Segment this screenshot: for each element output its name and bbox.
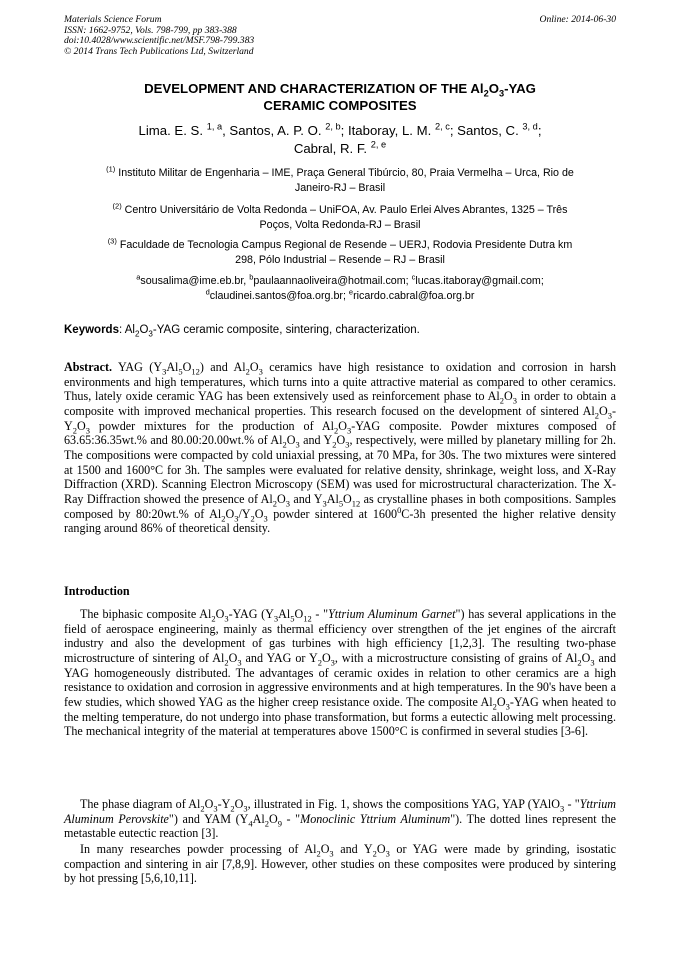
copyright: © 2014 Trans Tech Publications Ltd, Switzerland [64, 45, 254, 57]
keywords: Keywords: $Al_2O_3$-YAG ceramic composite, sintering, characterization. [64, 324, 420, 339]
doi[interactable]: doi:10.4028/www.scientific.net/MSF.798-799.383 [64, 35, 255, 47]
affiliation-2: $^{(2)}$ Centro Universitário de Volta Redonda – UniFOA, Av. Paulo Erlei Alves Abrantes, 1325 – Três Poços, Volta Redonda-RJ – Brasil [112, 201, 568, 231]
journal-name: Materials Science Forum [64, 14, 162, 25]
journal-header [64, 15, 616, 57]
intro-paragraph-2: The phase diagram of $Al_2O_3-Y_2O_3$, illustrated in Fig. 1, shows the compositions YAG, YAP (YAlO$_3$ - "Yttrium Aluminum Perovskite") and YAM ($Y_4Al_2O_9$ - "Monoclinic Yttrium Aluminum"). The dotted lines represent the metastable eutectic reaction [3]. [64, 797, 617, 841]
intro-paragraph-1: The biphasic composite $Al_2O_3$-YAG ($Y_3Al_5O_{12}$ - "Yttrium Aluminum Garnet") has several applications in the field of aerospace engineering, mainly as thermal efficiency over strengthen of the jet engines of the aircraft industry and also the development of gas turbines with high efficiency [1,2,3]. The resulting two-phase microstructure of sintering of $Al_2O_3$ and YAG or $Y_2O_3$, with a microstructure consisting of grains of $Al_2O_3$ and YAG homogeneously distributed. The advantages of ceramic oxides in relation to other ceramics are a high resistance to oxidation and corrosion in aggressive environments and at high temperatures. In the 90's have been a few studies, which showed YAG as the higher creep resistance oxide. The composite $Al_2O_3$-YAG when heated to the melting temperature, do not undergo into phase transformation, but forms a eutectic allowing melt processing. The mechanical integrity of the material at temperatures above 1500°C is confirmed in several studies [3-6]. [64, 607, 616, 739]
section-heading-introduction: Introduction [64, 584, 130, 598]
intro-paragraph-3: In many researches powder processing of $Al_2O_3$ and $Y_2O_3$ or YAG were made by grinding, isostatic compaction and sintering in air [7,8,9]. However, other studies on these composites were produced by sintering by hot pressing [5,6,10,11]. [64, 842, 616, 886]
affiliation-3: $^{(3)}$ Faculdade de Tecnologia Campus Regional de Resende – UERJ, Rodovia Presidente Dutra km 298, Pólo Industrial – Resende – RJ – Brasil [107, 236, 573, 266]
email-list: $^a$sousalima@ime.eb.br, $^b$paulaannaoliveira@hotmail.com; $^c$lucas.itaboray@gmail.com; $^d$claudinei.santos@foa.org.br; $^e$ricardo.cabral@foa.org.br [136, 272, 544, 302]
issn: ISSN: 1662-9752, Vols. 798-799, pp 383-388 [64, 24, 237, 36]
abstract: Abstract. YAG $(Y_3Al_5O_{12})$ and $Al_2O_3$ ceramics have high resistance to oxidation and corrosion in harsh environments and high temperatures, which turns into a quite attractive material as compared to other ceramics. Thus, lately oxide ceramic YAG has been extensively used as reinforcement phase to $Al_2O_3$ in order to obtain a composite with improved mechanical properties. This research focused on the development of sintered $Al_2O_3-Y_2O_3$ powder mixtures for the production of $Al_2O_3$-YAG composite. Powder mixtures composed of 63.65:36.35wt.% and 80.00:20.00wt.% of $Al_2O_3$ and $Y_2O_3$, respectively, were milled by planetary milling for 2h. The compositions were compacted by cold uniaxial pressing, at 70 MPa, for 30s. The two mixtures were sintered at 1500 and 1600°C for 3h. The samples were evaluated for relative density, shrinkage, weight loss, and X-Ray Diffraction (XRD). Scanning Electron Microscopy (SEM) was used for microstructural characterization. The X-Ray Diffraction showed the presence of $Al_2O_3$ and $Y_3Al_5O_{12}$ as crystalline phases in both compositions. Samples composed by 80:20wt.% of $Al_2O_3/Y_2O_3$ powder sintered at 1600$^0$C-3h presented the higher relative density ranging around 86% of theoretical density. [64, 360, 617, 536]
author-list: Lima. E. S. $^{1, a}$, Santos, A. P. O. $^{2, b}$; Itaboray, L. M. $^{2, c}$; Santos, C. $^{3, d}$; Cabral, R. F. $^{2, e}$ [138, 121, 542, 156]
affiliation-1: $^{(1)}$ Instituto Militar de Engenharia – IME, Praça General Tibúrcio, 80, Praia Vermelha – Urca, Rio de Janeiro-RJ – Brasil [106, 164, 574, 194]
online-date: Online: 2014-06-30 [539, 14, 616, 25]
paper-title: DEVELOPMENT AND CHARACTERIZATION OF THE $Al_2O_3$-YAG CERAMIC COMPOSITES [144, 81, 536, 113]
